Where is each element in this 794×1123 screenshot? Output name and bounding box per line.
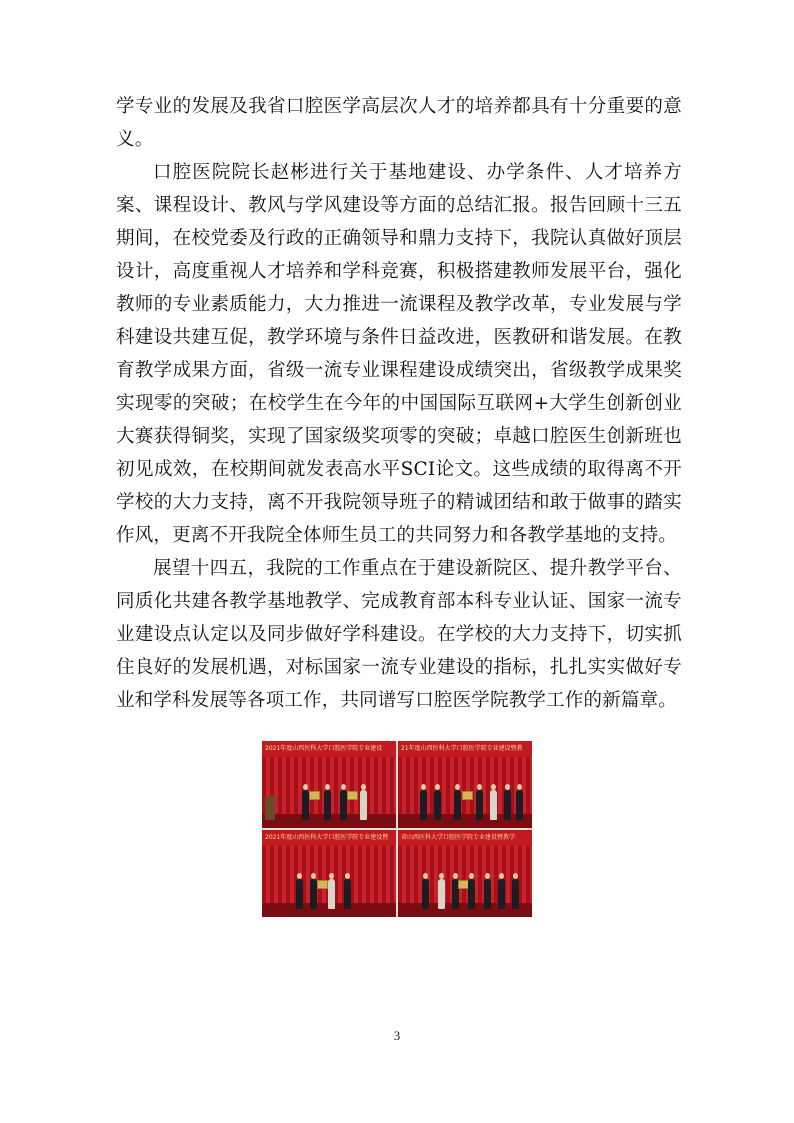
person bbox=[498, 879, 505, 909]
curtain bbox=[398, 757, 532, 814]
document-body bbox=[116, 90, 682, 717]
person bbox=[324, 790, 331, 820]
photo-top-right bbox=[398, 741, 532, 828]
person bbox=[340, 790, 347, 820]
person bbox=[422, 879, 429, 909]
person bbox=[302, 790, 309, 820]
stage-floor bbox=[398, 814, 532, 828]
person bbox=[454, 790, 461, 820]
person bbox=[344, 879, 351, 909]
person bbox=[360, 790, 367, 820]
award-ceremony-photo-collage bbox=[262, 741, 532, 917]
certificate bbox=[309, 791, 320, 800]
person bbox=[310, 879, 317, 909]
person bbox=[296, 879, 303, 909]
person bbox=[476, 790, 483, 820]
person bbox=[484, 879, 491, 909]
podium bbox=[265, 796, 275, 820]
certificate bbox=[317, 880, 328, 889]
person bbox=[438, 879, 445, 909]
person bbox=[516, 790, 523, 820]
person bbox=[504, 790, 511, 820]
photo-banner: 省山西医科大学口腔医学院专业建设暨教学 bbox=[398, 830, 532, 846]
photo-banner: 2021年度山西医科大学口腔医学院专业建设暨 bbox=[262, 830, 396, 846]
person bbox=[434, 790, 441, 820]
person bbox=[468, 879, 475, 909]
paragraph-3: 展望十四五，我院的工作重点在于建设新院区、提升教学平台、同质化共建各教学基地教学、完成教育部本科专业认证、国家一流专业建设点认定以及同步做好学科建设。在学校的大力支持下，切实抓住良好的发展机遇，对标国家一流专业建设的指标，扎扎实实做好专业和学科发展等各项工作，共同谱写口腔医学院教学工作的新篇章。 bbox=[116, 558, 682, 711]
paragraph-1: 学专业的发展及我省口腔医学高层次人才的培养都具有十分重要的意义。 bbox=[116, 96, 682, 150]
person bbox=[512, 879, 519, 909]
page-number: 3 bbox=[393, 1028, 401, 1043]
person bbox=[328, 879, 335, 909]
photo-top-left bbox=[262, 741, 396, 828]
photo-banner: 2021年度山西医科大学口腔医学院专业建设 bbox=[262, 741, 396, 757]
photo-bottom-left bbox=[262, 830, 396, 917]
paragraph-2: 口腔医院院长赵彬进行关于基地建设、办学条件、人才培养方案、课程设计、教风与学风建设等方面的总结汇报。报告回顾十三五期间，在校党委及行政的正确领导和鼎力支持下，我院认真做好顶层设计，高度重视人才培养和学科竞赛，积极搭建教师发展平台，强化教师的专业素质能力，大力推进一流课程及教学改革，专业发展与学科建设共建互促，教学环境与条件日益改进，医教研和谐发展。在教育教学成果方面，省级一流专业课程建设成绩突出，省级教学成果奖实现零的突破；在校学生在今年的中国国际互联网+大学生创新创业大赛获得铜奖，实现了国家级奖项零的突破；卓越口腔医生创新班也初见成效，在校期间就发表高水平SCI论文。这些成绩的取得离不开学校的大力支持，离不开我院领导班子的精诚团结和敢于做事的踏实作风，更离不开我院全体师生员工的共同努力和各教学基地的支持。 bbox=[116, 162, 682, 546]
certificate bbox=[347, 791, 358, 800]
person bbox=[420, 790, 427, 820]
person bbox=[490, 790, 497, 820]
certificate bbox=[462, 791, 473, 800]
photo-bottom-right bbox=[398, 830, 532, 917]
photo-banner: 21年度山西医科大学口腔医学院专业建设暨教 bbox=[398, 741, 532, 757]
